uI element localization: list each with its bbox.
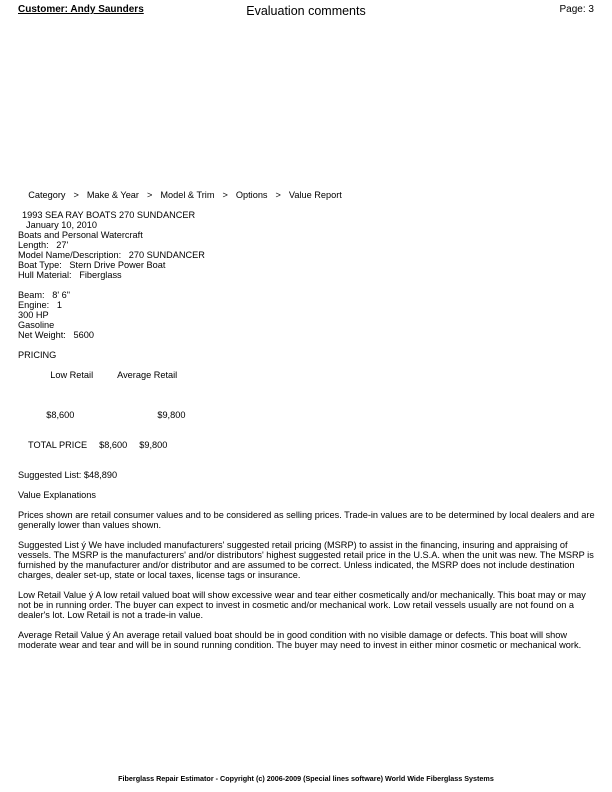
breadcrumb: [18, 180, 598, 210]
boat-category: Boats and Personal Watercraft: [18, 230, 143, 240]
explanation-suggested-list: Suggested List ý We have included manufacturers' suggested retail pricing (MSRP) to assist in the financing, insuring and appraising of vessels. The MSRP is the manufacturers' and/or distributors' highest suggested retail price in the U.S.A. when the unit was new. The MSRP is furnished by the manufacturer and/or distributor and are assumed to be correct. Unless indicated, the MSRP does not include destination charges, dealer set-up, state or local taxes, license tags or insurance.: [18, 540, 594, 580]
pricing-heading: PRICING: [18, 350, 57, 360]
col-average-retail: Average Retail: [117, 370, 178, 380]
total-low-value: $8,600: [99, 440, 128, 450]
net-weight: Net Weight: 5600: [18, 330, 94, 340]
breadcrumb-separator: >: [275, 190, 281, 200]
breadcrumb-separator: >: [222, 190, 228, 200]
breadcrumb-separator: >: [146, 190, 153, 200]
boat-length: Length: 27': [18, 240, 69, 250]
boat-heading: 1993 SEA RAY BOATS 270 SUNDANCER: [22, 210, 196, 220]
report-date: January 10, 2010: [26, 220, 98, 230]
copyright-footer: Fiberglass Repair Estimator - Copyright (c) 2006-2009 (Special lines software) World Wide Fiberglass Systems: [118, 774, 494, 783]
total-price-row: [18, 430, 598, 460]
breadcrumb-make-year[interactable]: Make & Year: [86, 190, 139, 200]
boat-type: Boat Type: Stern Drive Power Boat: [18, 260, 166, 270]
explanation-average-retail: Average Retail Value ý An average retail valued boat should be in good condition with no visible damage or defects. This boat will show moderate wear and tear and will be in sound running condition. The buyer may need to invest in either minor cosmetic or mechanical work.: [18, 630, 582, 650]
suggested-list: Suggested List: $48,890: [18, 470, 118, 480]
low-retail-value: $8,600: [46, 410, 75, 420]
engine-count: Engine: 1: [18, 300, 62, 310]
breadcrumb-model-trim[interactable]: Model & Trim: [160, 190, 215, 200]
total-price-label: TOTAL PRICE: [28, 440, 88, 450]
total-average-value: $9,800: [139, 440, 168, 450]
value-explanations-heading: Value Explanations: [18, 490, 96, 500]
breadcrumb-value-report[interactable]: Value Report: [288, 190, 342, 200]
breadcrumb-options[interactable]: Options: [235, 190, 268, 200]
explanation-low-retail: Low Retail Value ý A low retail valued boat will show excessive wear and tear either cosmetically and/or mechanically. This boat may or may not be in running order. The buyer can expect to invest in cosmetic and/or mechanical work. Low retail vessels usually are not found on a dealer's lot. Low Retail is not a trade-in value.: [18, 590, 586, 620]
report-content: [18, 180, 598, 650]
breadcrumb-category[interactable]: Category: [28, 190, 66, 200]
customer-name: Customer: Andy Saunders: [18, 4, 144, 15]
average-retail-value: $9,800: [157, 410, 186, 420]
page-number: Page: 3: [559, 4, 594, 15]
hull-material: Hull Material: Fiberglass: [18, 270, 122, 280]
engine-horsepower: 300 HP: [18, 310, 49, 320]
page-title: Evaluation comments: [246, 4, 366, 18]
boat-beam: Beam: 8' 6": [18, 290, 70, 300]
pricing-values: [18, 400, 598, 430]
col-low-retail: Low Retail: [50, 370, 94, 380]
explanation-prices: Prices shown are retail consumer values and to be considered as selling prices. Trade-in values are to be determined by local dealers and are generally lower than values shown.: [18, 510, 595, 530]
breadcrumb-separator: >: [73, 190, 79, 200]
pricing-columns: [18, 360, 598, 390]
fuel-type: Gasoline: [18, 320, 55, 330]
boat-model: Model Name/Description: 270 SUNDANCER: [18, 250, 205, 260]
